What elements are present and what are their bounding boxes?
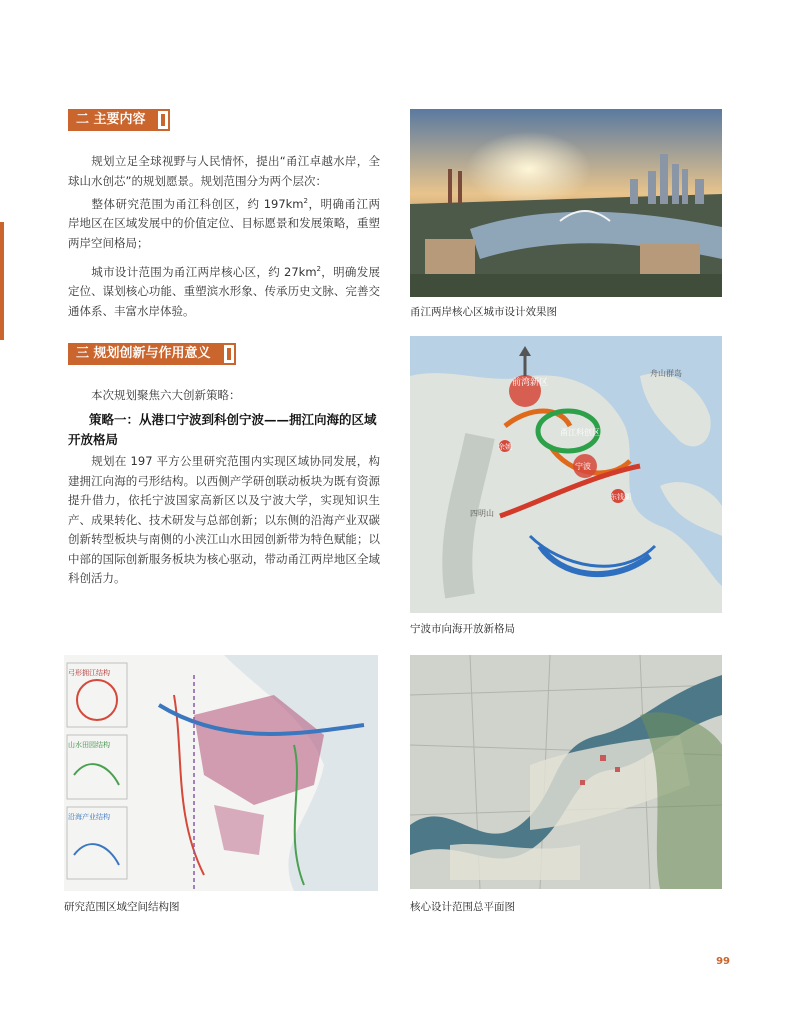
heading-bracket-icon (156, 109, 170, 131)
paragraph-design-scope: 城市设计范围为甬江两岸核心区，约 $27km^2$，明确发展定位、谋划核心功能、重塑滨水形象、传承历史文脉、完善交通体系、丰富水岸体验。 (68, 264, 380, 318)
section-heading-text: 三 规划创新与作用意义 (76, 346, 211, 361)
map-label: 甬江科创区 (560, 428, 600, 437)
paragraph-intro: 本次规划聚焦六大创新策略： (91, 388, 241, 402)
figure-master-plan (410, 655, 722, 889)
section-heading-innovation (68, 343, 234, 365)
figure-caption: 核心设计范围总平面图 (410, 901, 515, 913)
legend-label: 山水田园结构 (68, 742, 110, 749)
paragraph-vision: 规划立足全球视野与人民情怀，提出“甬江卓越水岸，全球山水创芯”的规划愿景。规划范围分为两个层次： (68, 154, 380, 188)
section-heading-main-content (68, 109, 168, 131)
page-edge-bar (0, 222, 4, 340)
figure-core-area-rendering (410, 109, 722, 297)
figure-regional-map (410, 336, 722, 613)
figure-caption: 研究范围区域空间结构图 (64, 901, 180, 913)
figure-caption: 宁波市向海开放新格局 (410, 623, 515, 635)
map-label: 四明山 (470, 509, 494, 518)
strategy-one-heading: 策略一：从港口宁波到科创宁波——拥江向海的区域开放格局 (68, 412, 377, 447)
map-label: 舟山群岛 (650, 369, 682, 378)
map-label: 前湾新区 (512, 377, 549, 387)
map-label: 宁波 (575, 462, 591, 471)
figure-spatial-structure (64, 655, 378, 891)
paragraph-strategy-body: 规划在 197 平方公里研究范围内实现区域协同发展，构建拥江向海的弓形结构。以西侧产学研创联动板块为既有资源提升借力，依托宁波国家高新区以及宁波大学，实现知识生产、成果转化、技术研发与总部创新；以东侧的沿海产业双碳创新转型板块与南侧的小浃江山水田园创新带为特色赋能；以中部的国际创新服务板块为核心驱动，带动甬江两岸地区全域科创活力。 (68, 454, 380, 585)
map-label: 余姚 (498, 444, 512, 451)
page-number: 99 (716, 956, 730, 967)
heading-bracket-icon (222, 343, 236, 365)
section-heading-text: 二 主要内容 (76, 112, 146, 127)
paragraph-research-scope: 整体研究范围为甬江科创区，约 $197km^2$，明确甬江两岸地区在区域发展中的价值定位、目标愿景和发展策略，重塑两岸空间格局； (68, 196, 381, 250)
map-label: 东钱湖 (610, 494, 631, 501)
legend-label: 弓形拥江结构 (68, 670, 110, 677)
legend-label: 沿海产业结构 (68, 814, 110, 821)
figure-caption: 甬江两岸核心区城市设计效果图 (410, 306, 557, 318)
